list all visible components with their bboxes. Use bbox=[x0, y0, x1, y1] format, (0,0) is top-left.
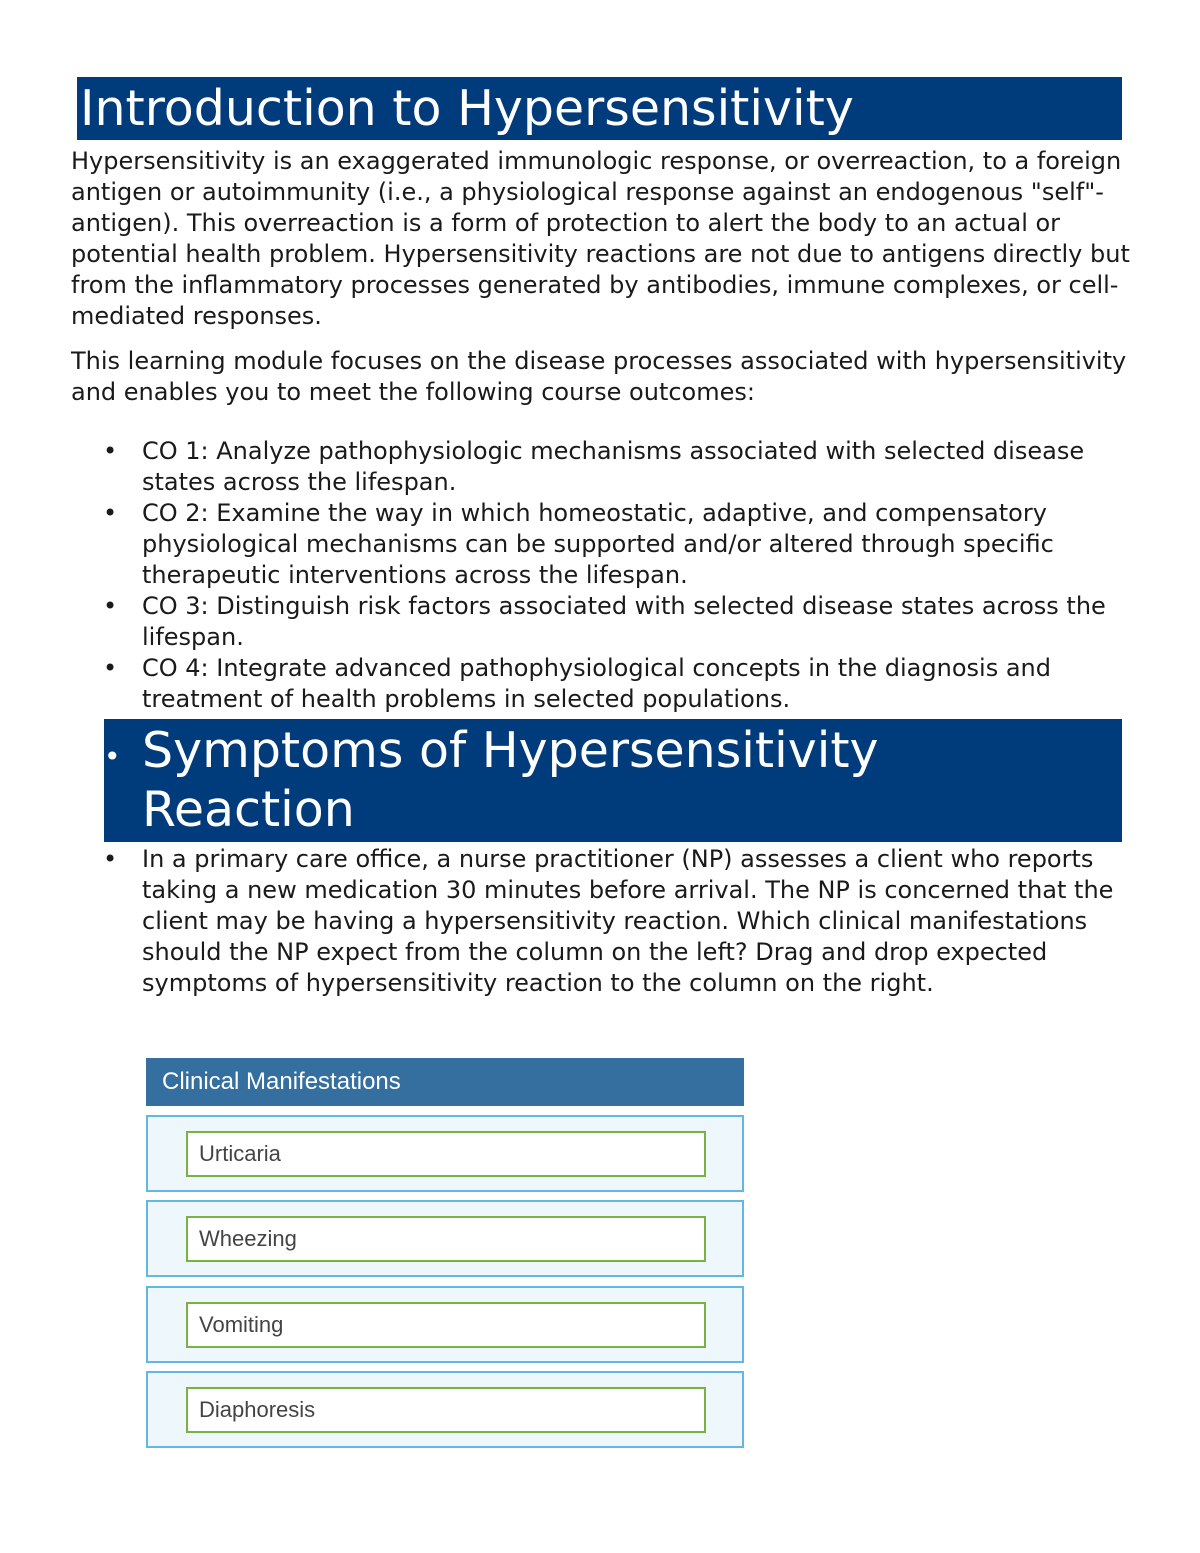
draggable-item-wheezing[interactable]: Wheezing bbox=[186, 1216, 706, 1262]
panel-header: Clinical Manifestations bbox=[146, 1058, 744, 1106]
list-item bbox=[71, 844, 1131, 999]
section-heading-symptoms bbox=[104, 719, 1122, 842]
bullet-icon: • bbox=[103, 654, 118, 682]
bullet-icon: • bbox=[104, 740, 121, 773]
outcome-text: CO 4: Integrate advanced pathophysiological concepts in the diagnosis and treatment of health problems in selected populations. bbox=[142, 654, 1051, 713]
list-item bbox=[71, 498, 1131, 591]
outcome-text: CO 3: Distinguish risk factors associated with selected disease states across the lifespan. bbox=[142, 592, 1106, 651]
list-item bbox=[71, 591, 1131, 653]
drop-slot[interactable] bbox=[146, 1286, 744, 1363]
draggable-item-urticaria[interactable]: Urticaria bbox=[186, 1131, 706, 1177]
bullet-icon: • bbox=[103, 592, 118, 620]
module-paragraph: This learning module focuses on the disease processes associated with hypersensitivity and enables you to meet the following course outcomes: bbox=[71, 347, 1127, 406]
draggable-item-vomiting[interactable]: Vomiting bbox=[186, 1302, 706, 1348]
list-item bbox=[71, 653, 1131, 715]
outcome-text: CO 2: Examine the way in which homeostatic, adaptive, and compensatory physiological mechanisms can be supported and/or altered through specific therapeutic interventions across the lifespan. bbox=[142, 499, 1054, 589]
outcome-text: CO 1: Analyze pathophysiologic mechanisms associated with selected disease states across the lifespan. bbox=[142, 437, 1085, 496]
course-outcomes-list bbox=[71, 436, 1131, 715]
drag-drop-panel bbox=[146, 1058, 744, 1422]
heading-text: Symptoms of Hypersensitivity Reaction bbox=[142, 722, 879, 838]
bullet-icon: • bbox=[103, 845, 118, 873]
list-item bbox=[71, 436, 1131, 498]
question-list bbox=[71, 844, 1131, 999]
bullet-icon: • bbox=[103, 499, 118, 527]
drop-slot[interactable] bbox=[146, 1371, 744, 1448]
section-heading-introduction bbox=[77, 77, 1122, 140]
drop-slot[interactable] bbox=[146, 1200, 744, 1277]
draggable-item-diaphoresis[interactable]: Diaphoresis bbox=[186, 1387, 706, 1433]
drop-slot[interactable] bbox=[146, 1115, 744, 1192]
heading-text: Introduction to Hypersensitivity bbox=[80, 80, 854, 137]
bullet-icon: • bbox=[103, 437, 118, 465]
intro-paragraph: Hypersensitivity is an exaggerated immunologic response, or overreaction, to a foreign antigen or autoimmunity (i.e., a physiological response against an endogenous "self"-antigen). This overreaction is a form of protection to alert the body to an actual or potential health problem. Hypersensitivity reactions are not due to antigens directly but from the inflammatory processes generated by antibodies, immune complexes, or cell-mediated responses. bbox=[71, 147, 1130, 330]
question-text: In a primary care office, a nurse practitioner (NP) assesses a client who reports taking a new medication 30 minutes before arrival. The NP is concerned that the client may be having a hypersensitivity reaction. Which clinical manifestations should the NP expect from the column on the left? Drag and drop expected symptoms of hypersensitivity reaction to the column on the right. bbox=[142, 845, 1114, 997]
